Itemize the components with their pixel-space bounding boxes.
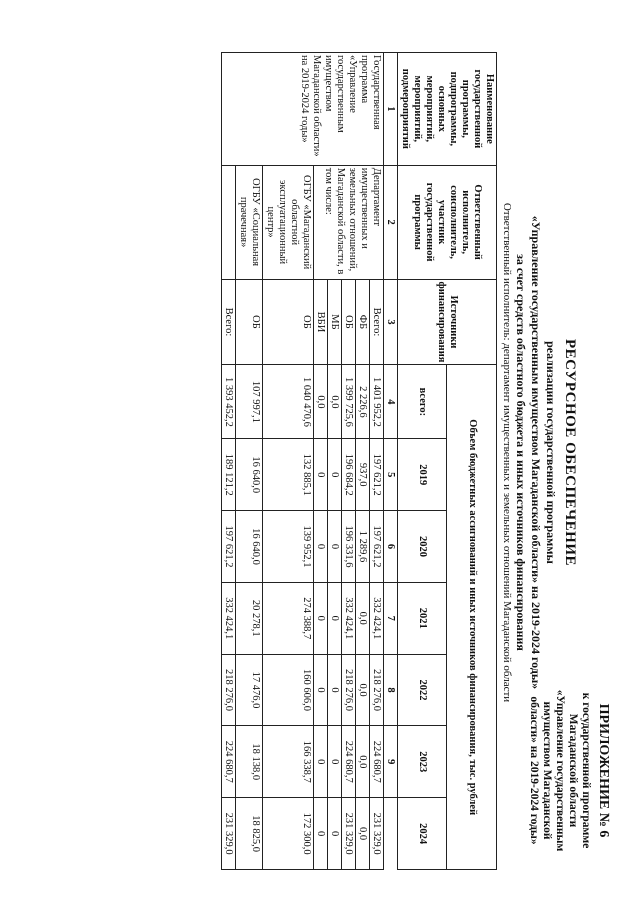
value-cell: 1 393 452,2 [222, 365, 236, 439]
responsible-cell: ОГБУ «Магаданский областной эксплуатационный центр» [263, 165, 314, 279]
appendix-line: имуществом Магаданской [541, 701, 553, 840]
value-cell: 16 640,0 [236, 439, 263, 511]
header-year: 2022 [398, 654, 448, 726]
value-cell: 0 [314, 726, 328, 798]
value-cell: 0 [328, 511, 342, 583]
appendix-line: к государственной программе [580, 692, 592, 849]
header-total: всего: [398, 365, 448, 439]
value-cell: 132 885,1 [263, 439, 314, 511]
column-index: 6 [384, 511, 398, 583]
value-cell: 197 621,2 [370, 511, 384, 583]
value-cell: 224 680,7 [222, 726, 236, 798]
table-row [370, 53, 384, 870]
appendix-line: области» на 2019-2024 годы» [528, 696, 540, 845]
header-volume: Объем бюджетных ассигнований и иных источников финансирования, тыс. рублей [447, 365, 497, 870]
value-cell: 0 [314, 654, 328, 726]
value-cell: 189 121,2 [222, 439, 236, 511]
header-responsible: Ответственный исполнитель, соисполнитель, участник государственной программы [398, 165, 497, 279]
value-cell: 332 424,1 [370, 582, 384, 654]
header-year: 2019 [398, 439, 448, 511]
value-cell: 17 476,0 [236, 654, 263, 726]
value-cell: 172 300,0 [263, 798, 314, 870]
table-header-row [447, 53, 497, 870]
column-index: 1 [384, 53, 398, 166]
column-index: 2 [384, 165, 398, 279]
table-row [222, 53, 236, 870]
value-cell: 0 [314, 798, 328, 870]
table-row [263, 53, 314, 870]
value-cell: 0 [328, 582, 342, 654]
appendix-line: «Управление государственным [554, 689, 566, 852]
source-cell: Всего: [370, 279, 384, 365]
value-cell: 231 329,0 [370, 798, 384, 870]
value-cell: 0 [314, 439, 328, 511]
value-cell: 0 [314, 582, 328, 654]
value-cell: 218 276,0 [370, 654, 384, 726]
appendix-title: ПРИЛОЖЕНИЕ № 6 [596, 703, 611, 838]
program-name-heading: «Управление государственным имуществом Магаданской области» на 2019-2024 годы» [529, 215, 543, 690]
header-year: 2023 [398, 726, 448, 798]
value-cell: 231 329,0 [342, 798, 356, 870]
value-cell: 0 [328, 798, 342, 870]
value-cell: 139 952,1 [263, 511, 314, 583]
value-cell: 0,0 [356, 726, 370, 798]
program-name-cell: Государственная программа «Управление государственным имуществом Магаданской области» на 2019-2024 годы» [222, 53, 384, 166]
column-index-row [384, 53, 398, 870]
value-cell: 0,0 [356, 654, 370, 726]
value-cell: 0 [328, 439, 342, 511]
value-cell: 937,0 [356, 439, 370, 511]
column-index: 4 [384, 365, 398, 439]
column-index: 5 [384, 439, 398, 511]
source-cell: ОБ [342, 279, 356, 365]
value-cell: 166 338,7 [263, 726, 314, 798]
column-index: 9 [384, 726, 398, 798]
value-cell: 332 424,1 [342, 582, 356, 654]
value-cell: 224 680,7 [342, 726, 356, 798]
column-index: 8 [384, 654, 398, 726]
table-row [236, 53, 263, 870]
value-cell: 18 825,0 [236, 798, 263, 870]
column-index: 3 [384, 279, 398, 365]
value-cell: 0 [328, 726, 342, 798]
source-cell: ОБ [236, 279, 263, 365]
header-name: Наименование государственной программы, подпрограммы, основных мероприятий, мероприятий, подмероприятий [398, 53, 497, 166]
value-cell: 332 424,1 [222, 582, 236, 654]
source-cell: МБ [328, 279, 342, 365]
value-cell: 20 278,1 [236, 582, 263, 654]
value-cell: 231 329,0 [222, 798, 236, 870]
source-cell: Всего: [222, 279, 236, 365]
value-cell: 0,0 [314, 365, 328, 439]
source-cell: ОБ [263, 279, 314, 365]
column-index: 7 [384, 582, 398, 654]
value-cell: 1 401 952,2 [370, 365, 384, 439]
source-cell: ВБИ [314, 279, 328, 365]
value-cell: 218 276,0 [342, 654, 356, 726]
value-cell: 197 621,2 [370, 439, 384, 511]
value-cell: 0,0 [328, 365, 342, 439]
value-cell: 196 331,6 [342, 511, 356, 583]
source-cell: ФБ [356, 279, 370, 365]
responsible-cell: Департамент имущественных и земельных отношений, Магаданской области, в том числе: [314, 165, 384, 279]
value-cell: 107 997,1 [236, 365, 263, 439]
header-year: 2021 [398, 582, 448, 654]
responsible-cell [222, 165, 236, 279]
appendix-line: Магаданской области [567, 713, 579, 828]
responsible-cell: ОГБУ «Социальная прачечная» [236, 165, 263, 279]
value-cell: 18 138,0 [236, 726, 263, 798]
value-cell: 196 684,2 [342, 439, 356, 511]
value-cell: 0,0 [356, 798, 370, 870]
document-title: РЕСУРСНОЕ ОБЕСПЕЧЕНИЕ [562, 338, 578, 567]
value-cell: 218 276,0 [222, 654, 236, 726]
value-cell: 16 640,0 [236, 511, 263, 583]
value-cell: 0 [328, 654, 342, 726]
header-source: Источники финансирования [398, 279, 497, 365]
value-cell: 274 388,7 [263, 582, 314, 654]
value-cell: 2 226,6 [356, 365, 370, 439]
value-cell: 224 680,7 [370, 726, 384, 798]
value-cell: 0,0 [356, 582, 370, 654]
value-cell: 197 621,2 [222, 511, 236, 583]
value-cell: 1 399 725,6 [342, 365, 356, 439]
funding-heading: за счет средств областного бюджета и иных источников финансирования [514, 254, 528, 651]
header-year: 2020 [398, 511, 448, 583]
value-cell: 1 289,6 [356, 511, 370, 583]
responsible-executor-line: Ответственный исполнитель: департамент имущественных и земельных отношений Магаданской области [501, 202, 513, 703]
header-year: 2024 [398, 798, 448, 870]
document-subtitle: реализации государственной программы [544, 341, 558, 564]
value-cell: 160 606,0 [263, 654, 314, 726]
value-cell: 0 [314, 511, 328, 583]
resources-table [221, 52, 497, 870]
value-cell: 1 040 470,6 [263, 365, 314, 439]
